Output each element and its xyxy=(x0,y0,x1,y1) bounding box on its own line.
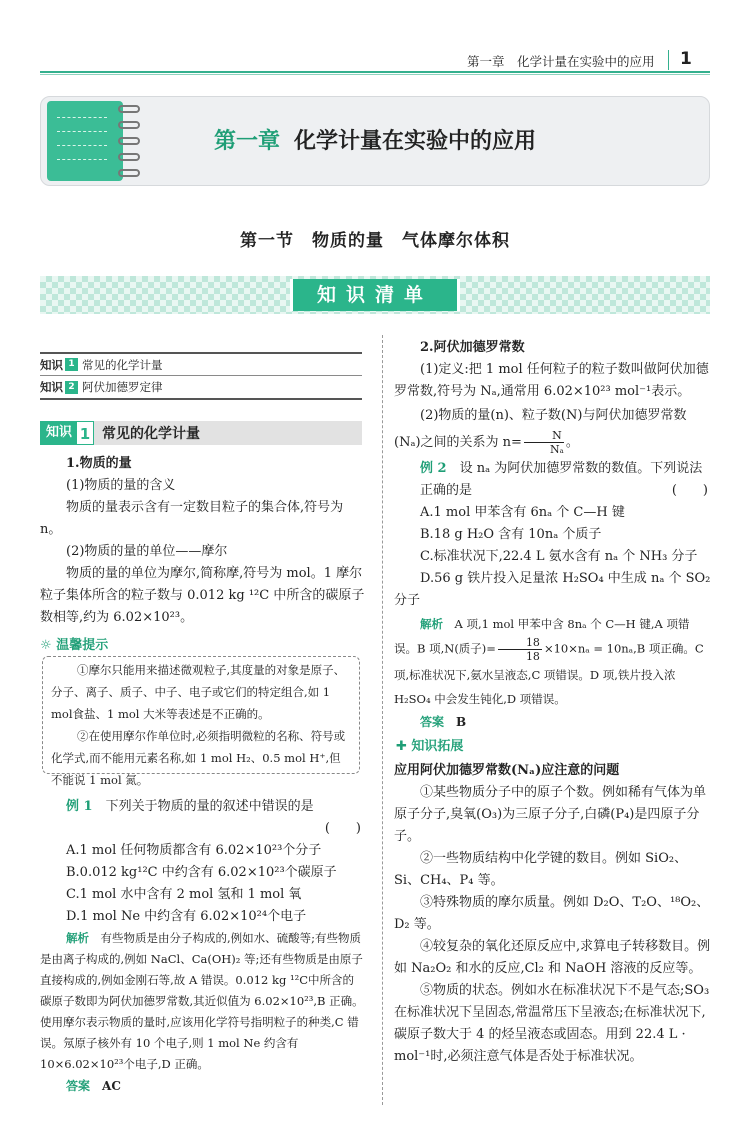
analysis-label: 解析 xyxy=(420,617,443,631)
extension-item: ⑤物质的状态。例如水在标准状况下不是气态;SO₃ 在标准状况下呈固态,常温常压下呈液态;在标准状况下,碳原子数大于 4 的烃呈液态或固态。用到 22.4 L · mol⁻¹时,必须注意气体是否处于标准状况。 xyxy=(394,983,710,1064)
answer-paren: ( ) xyxy=(324,821,361,836)
section-title: 第一节 物质的量 气体摩尔体积 xyxy=(240,231,510,251)
extension-section xyxy=(394,760,712,1068)
sub-heading: (2)物质的量的单位——摩尔 xyxy=(66,544,228,559)
option: C.标准状况下,22.4 L 氨水含有 nₐ 个 NH₃ 分子 xyxy=(420,549,698,564)
spiral-rings xyxy=(118,105,140,179)
option: D.1 mol Ne 中约含有 6.02×10²⁴个电子 xyxy=(66,909,307,924)
extension-item: ①某些物质分子中的原子个数。例如稀有气体为单原子分子,臭氧(O₃)为三原子分子,白磷(P₄)是四原子分子。 xyxy=(394,785,707,844)
option: A.1 mol 甲苯含有 6nₐ 个 C—H 键 xyxy=(420,505,625,520)
left-section-1 xyxy=(40,453,365,629)
knowledge-1-header xyxy=(40,421,362,445)
knowledge-title: 常见的化学计量 xyxy=(102,426,201,442)
answer-paren: ( ) xyxy=(671,483,708,498)
toc-label: 常见的化学计量 xyxy=(82,357,163,372)
example-label: 例 1 xyxy=(66,799,93,814)
chapter-name: 化学计量在实验中的应用 xyxy=(294,129,537,154)
answer-value: AC xyxy=(102,1079,121,1093)
example-label: 例 2 xyxy=(420,461,447,476)
example-question: 设 nₐ 为阿伏加德罗常数的数值。下列说法正确的是 xyxy=(420,461,703,498)
knowledge-badge: 知识 xyxy=(40,421,76,445)
relation-text: (2)物质的量(n)、粒子数(N)与阿伏加德罗常数(Nₐ)之间的关系为 n= xyxy=(394,408,687,450)
option: B.18 g H₂O 含有 10nₐ 个质子 xyxy=(420,527,602,542)
header-separator xyxy=(668,50,669,70)
tip-title: ☼ 温馨提示 xyxy=(40,638,109,653)
tip-item: ②在使用摩尔作单位时,必须指明微粒的名称、符号或化学式,而不能用元素名称,如 1 mol H₂、0.5 mol H⁺,但不能说 1 mol 氮。 xyxy=(51,729,346,787)
analysis-text: 有些物质是由分子构成的,例如水、硫酸等;有些物质是由离子构成的,例如 NaCl、Ca(OH)₂ 等;还有些物质是由原子直接构成的,例如金刚石等,故 A 错误。0.012 kg ¹²C中所含的碳原子数即为阿伏加德罗常数,其近似值为 6.02×10²³,B 正确。使用摩尔表示物质的量时,应该用化学符号指明粒子的种类,C 错误。氖原子核外有 10 个电子,则 1 mol Ne 约含有 10×6.02×10²³个电子,D 正确。 xyxy=(40,931,364,1071)
option: B.0.012 kg¹²C 中约含有 6.02×10²³个碳原子 xyxy=(66,865,337,880)
puzzle-icon: ✚ xyxy=(396,739,412,754)
toc-num: 2 xyxy=(65,381,78,394)
chapter-label: 第一章 xyxy=(214,129,281,154)
notebook-icon xyxy=(47,101,123,181)
example-question: 下列关于物质的量的叙述中错误的是 xyxy=(105,799,314,814)
example-1 xyxy=(40,796,365,1097)
header-rule-thin xyxy=(40,74,710,75)
toc-tag: 知识 xyxy=(40,357,63,372)
right-section: 2.阿伏加德罗常数 (1)定义:把 1 mol 任何粒子的粒子数叫做阿伏加德罗常数,符号为 Nₐ,通常用 6.02×10²³ mol⁻¹表示。 (2)物质的量(n)、粒子数(N)与阿伏加德罗常数(Nₐ)之间的关系为 n= $\frac{N}{\text{Nₐ}}$ 。 例 2 设 nₐ 为阿伏加德罗常数的数值。下列说法正确的是 ( ) A.1 mol 甲苯含有 6nₐ 个 C—H 键 B.18 g H₂O 含有 10nₐ 个质子 C.标准状况下,22.4 L 氨水含有 nₐ 个 NH₃ 分子 D.56 g 铁片投入足量浓 H₂SO₄ 中生成 nₐ 个 SO₂ 分子 解析 A 项,1 mol 甲苯中含 8nₐ 个 C—H 键,A 项错误。B 项,N(质子)= $\frac{18}{18}$ ×10×nₐ = 10nₐ,B 项正确。C 项,标准状况下,氨水呈液态,C 项错误。D 项,铁片投入浓 H₂SO₄ 中会发生钝化,D 项错误。 答案 B xyxy=(394,337,712,733)
running-title: 第一章 化学计量在实验中的应用 xyxy=(467,54,655,69)
header-rule xyxy=(40,71,710,73)
option: A.1 mol 任何物质都含有 6.02×10²³个分子 xyxy=(66,843,322,858)
extension-item: ②一些物质结构中化学键的数目。例如 SiO₂、Si、CH₄、P₄ 等。 xyxy=(394,851,688,888)
formula-fraction: $\frac{N}{\text{Nₐ}}$ xyxy=(524,429,564,456)
page-header xyxy=(0,0,750,80)
option: D.56 g 铁片投入足量浓 H₂SO₄ 中生成 nₐ 个 SO₂ 分子 xyxy=(394,571,711,608)
answer-value: B xyxy=(456,715,467,729)
heading-amount: 1.物质的量 xyxy=(66,456,132,471)
knowledge-number: 1 xyxy=(76,421,94,445)
knowledge-list-title: 知识清单 xyxy=(290,279,460,311)
tip-item: ①摩尔只能用来描述微观粒子,其度量的对象是原子、分子、离子、质子、中子、电子或它们的特定组合,如 1 mol食盐、1 mol 大米等表述是不正确的。 xyxy=(51,663,346,721)
column-divider xyxy=(382,335,383,1105)
toc-row xyxy=(40,352,362,376)
page-number: 1 xyxy=(680,49,692,69)
analysis-label: 解析 xyxy=(66,931,89,945)
tip-box xyxy=(42,656,360,787)
paragraph: 物质的量的单位为摩尔,简称摩,符号为 mol。1 摩尔粒子集体所含的粒子数与 0.012 kg ¹²C 中所含的碳原子数相等,约为 6.02×10²³。 xyxy=(40,566,365,625)
toc-num: 1 xyxy=(65,358,78,371)
chapter-title xyxy=(214,124,536,155)
extension-title: ✚ 知识拓展 xyxy=(396,739,464,754)
definition: (1)定义:把 1 mol 任何粒子的粒子数叫做阿伏加德罗常数,符号为 Nₐ,通常用 6.02×10²³ mol⁻¹表示。 xyxy=(394,362,709,399)
answer-label: 答案 xyxy=(66,1079,91,1093)
lightbulb-icon: ☼ xyxy=(40,638,57,653)
toc-row xyxy=(40,376,362,400)
extension-item: ③特殊物质的摩尔质量。例如 D₂O、T₂O、¹⁸O₂、D₂ 等。 xyxy=(394,895,710,932)
analysis-text: A 项,1 mol 甲苯中含 8nₐ 个 C—H 键,A 项错误。B 项,N(质子)= xyxy=(394,617,690,656)
extension-item: ④较复杂的氧化还原反应中,求算电子转移数目。例如 Na₂O₂ 和水的反应,Cl₂ 和 NaOH 溶液的反应等。 xyxy=(394,939,711,976)
heading-avogadro: 2.阿伏加德罗常数 xyxy=(420,340,525,355)
toc-tag: 知识 xyxy=(40,380,63,394)
analysis-fraction: $\frac{18}{18}$ xyxy=(498,636,542,663)
answer-label: 答案 xyxy=(420,715,445,729)
paragraph: 物质的量表示含有一定数目粒子的集合体,符号为 n。 xyxy=(40,500,344,537)
extension-subtitle: 应用阿伏加德罗常数(Nₐ)应注意的问题 xyxy=(394,763,620,778)
option: C.1 mol 水中含有 2 mol 氢和 1 mol 氧 xyxy=(66,887,302,902)
knowledge-toc xyxy=(40,352,362,400)
sub-heading: (1)物质的量的含义 xyxy=(66,478,176,493)
toc-label: 阿伏加德罗定律 xyxy=(82,380,163,394)
